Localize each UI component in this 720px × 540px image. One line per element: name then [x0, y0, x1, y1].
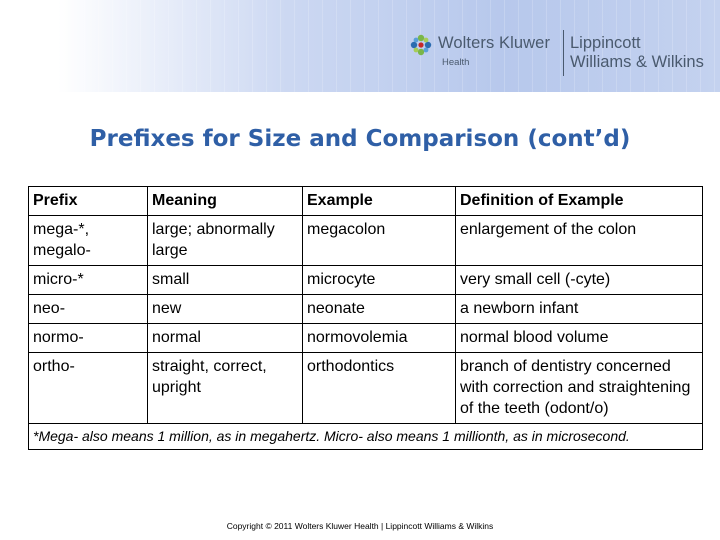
cell-definition: a newborn infant [456, 295, 703, 324]
cell-prefix: micro-* [29, 266, 148, 295]
column-header-prefix: Prefix [29, 187, 148, 216]
table-row [29, 324, 703, 353]
cell-example: normovolemia [303, 324, 456, 353]
table-row [29, 216, 703, 266]
table-row [29, 353, 703, 424]
cell-prefix: normo- [29, 324, 148, 353]
brand-publisher-line2: Williams & Wilkins [570, 53, 704, 71]
cell-definition: branch of dentistry concerned with correction and straightening of the teeth (odont/o) [456, 353, 703, 424]
cell-definition: enlargement of the colon [456, 216, 703, 266]
cell-example: microcyte [303, 266, 456, 295]
column-header-example: Example [303, 187, 456, 216]
brand-company-name: Wolters Kluwer [438, 34, 551, 52]
cell-example: neonate [303, 295, 456, 324]
cell-prefix: mega-*, megalo- [29, 216, 148, 266]
cell-example: megacolon [303, 216, 456, 266]
cell-meaning: normal [148, 324, 303, 353]
cell-meaning: straight, correct, upright [148, 353, 303, 424]
cell-example: orthodontics [303, 353, 456, 424]
cell-prefix: neo- [29, 295, 148, 324]
publisher-logo [408, 28, 720, 78]
cell-meaning: large; abnormally large [148, 216, 303, 266]
column-header-meaning: Meaning [148, 187, 303, 216]
cell-meaning: small [148, 266, 303, 295]
cell-definition: very small cell (-cyte) [456, 266, 703, 295]
brand-division: Health [442, 57, 470, 68]
cell-prefix: ortho- [29, 353, 148, 424]
cell-definition: normal blood volume [456, 324, 703, 353]
brand-divider [563, 30, 564, 76]
wolters-kluwer-logo-icon [408, 32, 434, 58]
cell-meaning: new [148, 295, 303, 324]
table-row [29, 295, 703, 324]
slide-title: Prefixes for Size and Comparison (cont’d) [89, 126, 631, 152]
copyright-notice: Copyright © 2011 Wolters Kluwer Health | Lippincott Williams & Wilkins [226, 521, 494, 531]
table-header-row [29, 187, 703, 216]
table-footnote: *Mega- also means 1 million, as in megahertz. Micro- also means 1 millionth, as in microsecond. [29, 424, 703, 450]
prefix-table [28, 186, 703, 450]
table-row [29, 266, 703, 295]
brand-publisher-line1: Lippincott [570, 34, 641, 52]
table-footnote-row [29, 424, 703, 450]
column-header-definition: Definition of Example [456, 187, 703, 216]
